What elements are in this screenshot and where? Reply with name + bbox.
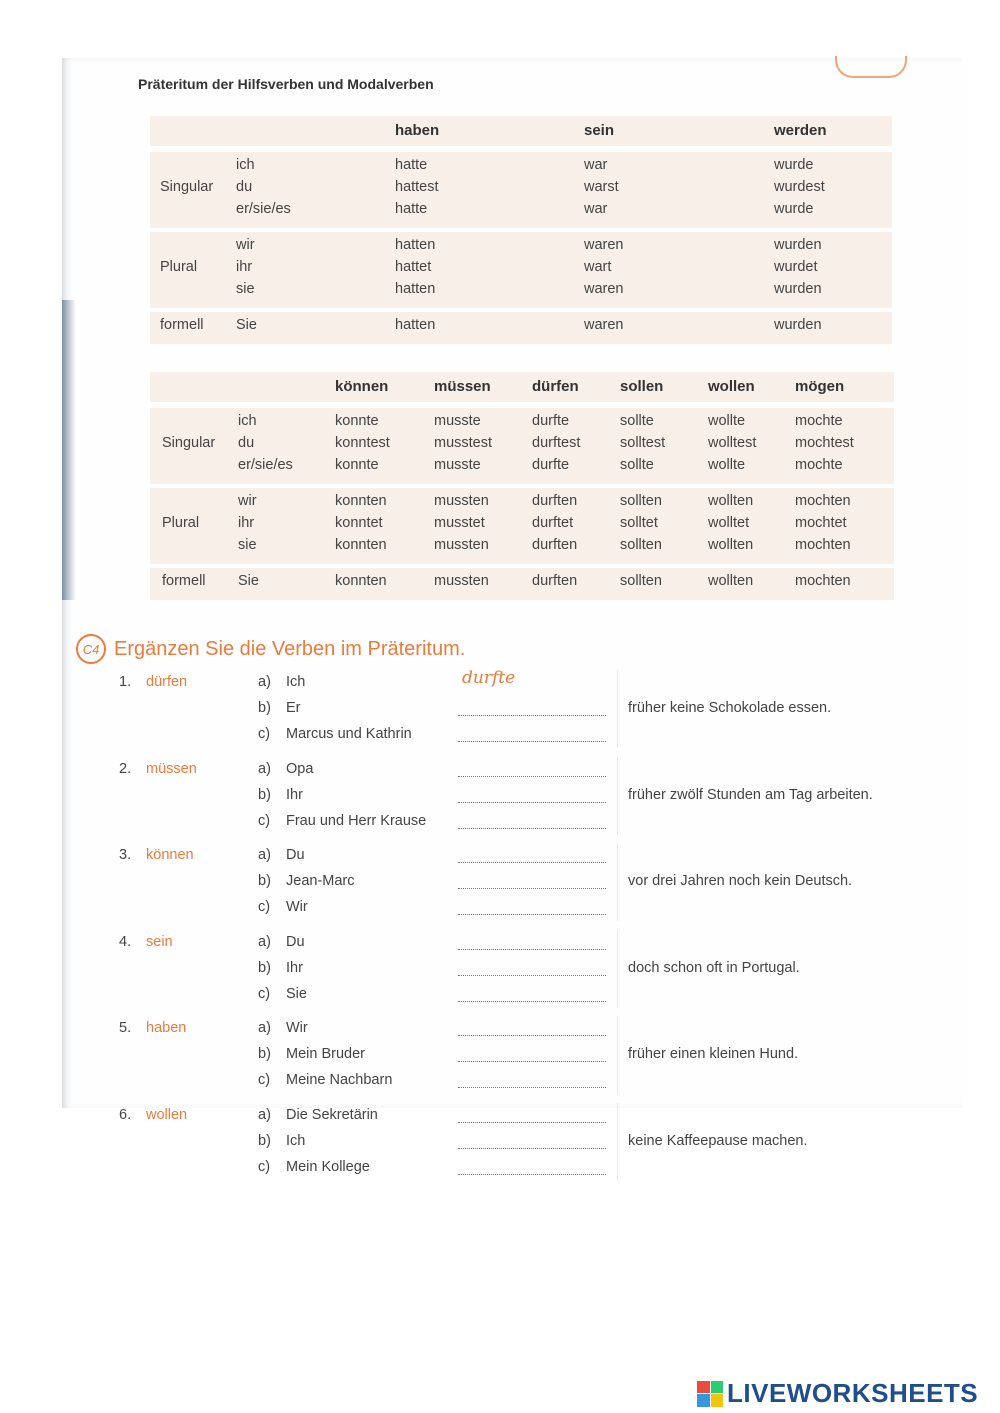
- column-divider: [617, 930, 618, 1008]
- verb-form: durften: [532, 493, 578, 509]
- logo-icon: [697, 1381, 723, 1407]
- verb-form: waren: [584, 281, 624, 297]
- verb-form: hatten: [395, 317, 436, 333]
- group-label: formell: [162, 573, 206, 589]
- subitem-letter: a): [258, 1020, 271, 1036]
- verb-form: musstest: [434, 435, 493, 451]
- verb-form: warst: [584, 179, 619, 195]
- column-header: werden: [774, 122, 827, 139]
- logo-square: [711, 1381, 724, 1394]
- answer-blank[interactable]: [458, 1133, 606, 1149]
- verb-form: wollten: [708, 537, 754, 553]
- verb-form: durften: [532, 573, 578, 589]
- section-title: Präteritum der Hilfsverben und Modalverben: [138, 76, 434, 92]
- logo-square: [697, 1394, 710, 1407]
- column-divider: [617, 670, 618, 748]
- verb-form: wolltest: [708, 435, 757, 451]
- verb-form: durften: [532, 537, 578, 553]
- item-verb: haben: [146, 1020, 187, 1036]
- verb-form: durftest: [532, 435, 581, 451]
- column-header: mögen: [795, 378, 845, 395]
- item-number: 1.: [119, 674, 132, 690]
- filled-answer: durfte: [462, 668, 516, 688]
- verb-form: musste: [434, 413, 481, 429]
- pronoun: du: [236, 179, 253, 195]
- verb-form: wurden: [774, 237, 822, 253]
- sentence-ending: früher einen kleinen Hund.: [628, 1046, 799, 1062]
- group-label: Singular: [160, 179, 214, 195]
- verb-form: mussten: [434, 537, 489, 553]
- pronoun: wir: [238, 493, 257, 509]
- pronoun: ihr: [236, 259, 253, 275]
- verb-form: konntet: [335, 515, 383, 531]
- verb-form: wurden: [774, 281, 822, 297]
- item-verb: wollen: [146, 1106, 188, 1123]
- item-number: 2.: [119, 760, 132, 777]
- subitem-letter: a): [258, 1106, 271, 1123]
- subitem-subject: Marcus und Kathrin: [286, 726, 412, 742]
- verb-form: mochtet: [795, 515, 847, 531]
- answer-blank[interactable]: [458, 934, 606, 950]
- item-verb: müssen: [146, 760, 197, 777]
- answer-blank[interactable]: [458, 813, 606, 829]
- verb-form: hatten: [395, 237, 436, 253]
- verb-form: wurde: [774, 157, 814, 173]
- subitem-letter: c): [258, 899, 271, 915]
- column-header: dürfen: [532, 378, 579, 395]
- group-label: formell: [160, 317, 204, 333]
- verb-form: mochten: [795, 537, 851, 553]
- subitem-subject: Ihr: [286, 786, 303, 803]
- item-verb: sein: [146, 933, 173, 950]
- table-header-band: [150, 372, 894, 402]
- verb-form: wolltet: [708, 515, 750, 531]
- subitem-subject: Wir: [286, 899, 308, 915]
- item-verb: können: [146, 847, 194, 863]
- answer-blank[interactable]: [458, 986, 606, 1002]
- column-divider: [617, 757, 618, 835]
- verb-form: durfte: [532, 457, 570, 473]
- verb-form: wollte: [708, 413, 746, 429]
- verb-form: sollten: [620, 493, 662, 509]
- verb-form: sollten: [620, 573, 662, 589]
- verb-form: hattest: [395, 179, 439, 195]
- column-header: haben: [395, 122, 440, 139]
- subitem-letter: b): [258, 873, 271, 889]
- verb-form: mochte: [795, 457, 843, 473]
- liveworksheets-logo: [697, 1378, 978, 1409]
- verb-form: solltest: [620, 435, 666, 451]
- subitem-letter: a): [258, 674, 271, 690]
- pronoun: er/sie/es: [238, 457, 293, 473]
- answer-blank[interactable]: [458, 960, 606, 976]
- answer-blank[interactable]: [458, 1107, 606, 1123]
- pronoun: Sie: [238, 573, 259, 589]
- verb-form: war: [584, 201, 608, 217]
- answer-blank[interactable]: [458, 726, 606, 742]
- exercise-badge: C4: [76, 634, 106, 664]
- subitem-subject: Meine Nachbarn: [286, 1072, 393, 1088]
- sentence-ending: früher zwölf Stunden am Tag arbeiten.: [628, 786, 873, 803]
- verb-form: sollte: [620, 457, 654, 473]
- sentence-ending: früher keine Schokolade essen.: [628, 700, 832, 716]
- subitem-subject: Wir: [286, 1020, 308, 1036]
- group-band: [150, 568, 894, 600]
- group-label: Plural: [162, 515, 200, 531]
- answer-blank[interactable]: [458, 1020, 606, 1036]
- item-number: 5.: [119, 1020, 132, 1036]
- subitem-subject: Er: [286, 700, 301, 716]
- verb-form: waren: [584, 317, 624, 333]
- pronoun: sie: [236, 281, 255, 297]
- corner-tab-decoration: [835, 56, 907, 78]
- column-header: können: [335, 378, 389, 395]
- pronoun: er/sie/es: [236, 201, 291, 217]
- subitem-letter: c): [258, 1072, 271, 1088]
- verb-form: konnte: [335, 457, 379, 473]
- column-header: wollen: [708, 378, 755, 395]
- subitem-letter: b): [258, 700, 271, 716]
- subitem-letter: b): [258, 786, 271, 803]
- verb-form: war: [584, 157, 608, 173]
- subitem-letter: b): [258, 1132, 271, 1149]
- subitem-letter: a): [258, 760, 271, 777]
- pronoun: ich: [236, 157, 255, 173]
- subitem-letter: c): [258, 812, 271, 829]
- answer-blank[interactable]: [458, 847, 606, 863]
- subitem-letter: b): [258, 1046, 271, 1062]
- column-divider: [617, 1103, 618, 1181]
- verb-form: durftet: [532, 515, 574, 531]
- subitem-subject: Frau und Herr Krause: [286, 812, 427, 829]
- subitem-letter: c): [258, 1158, 271, 1175]
- verb-form: hatte: [395, 201, 428, 217]
- answer-blank[interactable]: [458, 1159, 606, 1175]
- exercise-title: Ergänzen Sie die Verben im Präteritum.: [114, 637, 466, 660]
- verb-form: hatten: [395, 281, 436, 297]
- verb-form: solltet: [620, 515, 658, 531]
- sentence-ending: vor drei Jahren noch kein Deutsch.: [628, 873, 853, 889]
- column-header: müssen: [434, 378, 491, 395]
- pronoun: Sie: [236, 317, 257, 333]
- subitem-letter: b): [258, 959, 271, 976]
- group-band: [150, 488, 894, 564]
- answer-blank[interactable]: [458, 761, 606, 777]
- pronoun: ihr: [238, 515, 255, 531]
- exercise-header: [76, 634, 465, 664]
- verb-form: konnten: [335, 493, 387, 509]
- verb-form: konntest: [335, 435, 390, 451]
- sentence-ending: doch schon oft in Portugal.: [628, 959, 800, 976]
- subitem-subject: Opa: [286, 760, 314, 777]
- pronoun: ich: [238, 413, 257, 429]
- item-number: 4.: [119, 933, 132, 950]
- verb-form: mochten: [795, 573, 851, 589]
- verb-form: mussten: [434, 493, 489, 509]
- verb-form: wurdest: [774, 179, 825, 195]
- verb-form: wollte: [708, 457, 746, 473]
- verb-form: wurdet: [774, 259, 818, 275]
- logo-square: [711, 1394, 724, 1407]
- pronoun: du: [238, 435, 255, 451]
- answer-blank[interactable]: [458, 1072, 606, 1088]
- subitem-subject: Sie: [286, 985, 307, 1002]
- verb-form: wurden: [774, 317, 822, 333]
- subitem-subject: Die Sekretärin: [286, 1106, 378, 1123]
- subitem-subject: Ihr: [286, 959, 303, 976]
- subitem-subject: Ich: [286, 674, 306, 690]
- verb-form: mochtest: [795, 435, 854, 451]
- column-header: sollen: [620, 378, 664, 395]
- column-divider: [617, 1016, 618, 1094]
- subitem-letter: a): [258, 933, 271, 950]
- group-label: Plural: [160, 259, 198, 275]
- verb-form: konnte: [335, 413, 379, 429]
- pronoun: sie: [238, 537, 257, 553]
- verb-form: hattet: [395, 259, 432, 275]
- subitem-subject: Du: [286, 847, 305, 863]
- verb-form: hatte: [395, 157, 428, 173]
- group-label: Singular: [162, 435, 216, 451]
- subitem-subject: Ich: [286, 1132, 306, 1149]
- subitem-letter: c): [258, 985, 271, 1002]
- subitem-letter: c): [258, 726, 271, 742]
- item-number: 6.: [119, 1106, 132, 1123]
- subitem-subject: Du: [286, 933, 305, 950]
- verb-form: musste: [434, 457, 481, 473]
- verb-form: durfte: [532, 413, 570, 429]
- subitem-subject: Mein Kollege: [286, 1158, 370, 1175]
- verb-form: sollten: [620, 537, 662, 553]
- logo-square: [697, 1381, 710, 1394]
- subitem-subject: Jean-Marc: [286, 873, 355, 889]
- verb-form: musstet: [434, 515, 485, 531]
- verb-form: wollten: [708, 493, 754, 509]
- logo-text: LIVEWORKSHEETS: [727, 1378, 979, 1408]
- verb-form: wart: [584, 259, 612, 275]
- subitem-subject: Mein Bruder: [286, 1046, 365, 1062]
- answer-blank[interactable]: [458, 700, 606, 716]
- column-header: sein: [584, 122, 615, 139]
- verb-form: wurde: [774, 201, 814, 217]
- verb-form: wollten: [708, 573, 754, 589]
- verb-form: mochte: [795, 413, 843, 429]
- answer-blank[interactable]: [458, 787, 606, 803]
- verb-form: mussten: [434, 573, 489, 589]
- book-binding-shadow: [62, 300, 76, 600]
- answer-blank[interactable]: [458, 899, 606, 915]
- verb-form: mochten: [795, 493, 851, 509]
- verb-form: sollte: [620, 413, 654, 429]
- item-verb: dürfen: [146, 674, 188, 690]
- sentence-ending: keine Kaffeepause machen.: [628, 1132, 808, 1149]
- column-divider: [617, 843, 618, 921]
- verb-form: waren: [584, 237, 624, 253]
- item-number: 3.: [119, 847, 132, 863]
- answer-blank[interactable]: [458, 873, 606, 889]
- answer-blank[interactable]: [458, 1046, 606, 1062]
- verb-form: konnten: [335, 537, 387, 553]
- pronoun: wir: [236, 237, 255, 253]
- verb-form: konnten: [335, 573, 387, 589]
- subitem-letter: a): [258, 847, 271, 863]
